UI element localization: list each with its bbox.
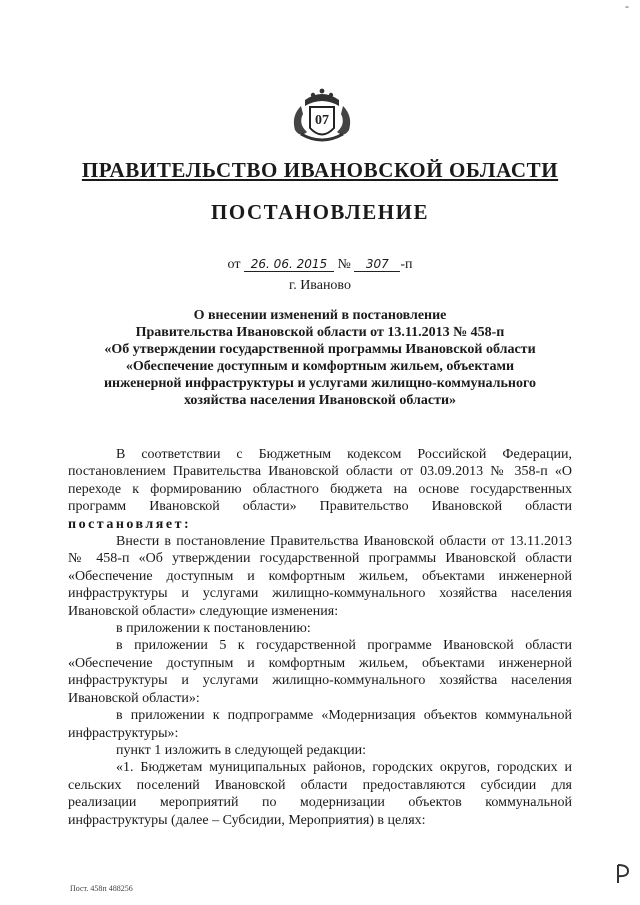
government-title: ПРАВИТЕЛЬСТВО ИВАНОВСКОЙ ОБЛАСТИ	[81, 158, 559, 182]
heading-line: хозяйства населения Ивановской области»	[183, 393, 457, 408]
number-suffix: -п	[400, 257, 413, 272]
heading-line: «Обеспечение доступным и комфортным жильем, объектами	[125, 359, 515, 374]
resolution-heading	[100, 307, 540, 409]
city: г. Иваново	[289, 278, 351, 293]
number-label: №	[337, 257, 351, 272]
heading-line: «Об утверждении государственной программы Ивановской области	[104, 342, 536, 357]
heading-line: Правительства Ивановской области от 13.11.2013 № 458-п	[135, 325, 505, 340]
from-label: от	[227, 257, 241, 272]
body-paragraph: в приложении к подпрограмме «Модернизация объектов коммунальной инфраструктуры»:	[68, 708, 572, 741]
body-paragraph: в приложении 5 к государственной программе Ивановской области «Обеспечение доступным и комфортным жильем, объектами инженерной инфраструктуры и услугами жилищно-коммунального хозяйства населения Ивановской области»:	[68, 638, 572, 706]
resolve-word: постановляет:	[68, 516, 192, 532]
body-paragraph: в приложении к постановлению:	[116, 621, 311, 637]
handwritten-number: 307	[354, 257, 400, 272]
document-type: ПОСТАНОВЛЕНИЕ	[211, 200, 429, 224]
heading-line: О внесении изменений в постановление	[193, 308, 447, 323]
page-stamp-icon	[612, 862, 636, 886]
document-body	[68, 446, 572, 829]
preamble-paragraph	[68, 446, 572, 533]
svg-text:07: 07	[315, 113, 329, 128]
date-number-line	[0, 257, 640, 273]
body-paragraph: «1. Бюджетам муниципальных районов, городских округов, городских и сельских поселений Ивановской области предоставляются субсидии для реализации мероприятий по модернизации объектов коммунальной инфраструктуры (далее – Субсидии, Мероприятия) в целях:	[68, 760, 572, 828]
body-paragraph: пункт 1 изложить в следующей редакции:	[116, 742, 366, 758]
corner-mark: -	[625, 0, 629, 13]
preamble-text: В соответствии с Бюджетным кодексом Российской Федерации, постановлением Правительства Ивановской области от 03.09.2013 № 358-п «О переходе к формированию областного бюджета на основе государственных программ Ивановской области» Правительство Ивановской области	[68, 447, 572, 515]
body-paragraph: Внести в постановление Правительства Ивановской области от 13.11.2013 № 458-п «Об утверждении государственной программы Ивановской области «Обеспечение доступным и комфортным жильем, объектами инженерной инфраструктуры и услугами жилищно-коммунального хозяйства населения Ивановской области» следующие изменения:	[68, 534, 572, 619]
heading-line: инженерной инфраструктуры и услугами жилищно-коммунального	[103, 376, 537, 391]
footer-code: Пост. 458п 488256	[70, 884, 133, 893]
handwritten-date: 26. 06. 2015	[244, 257, 334, 272]
coat-of-arms-icon	[287, 86, 357, 148]
